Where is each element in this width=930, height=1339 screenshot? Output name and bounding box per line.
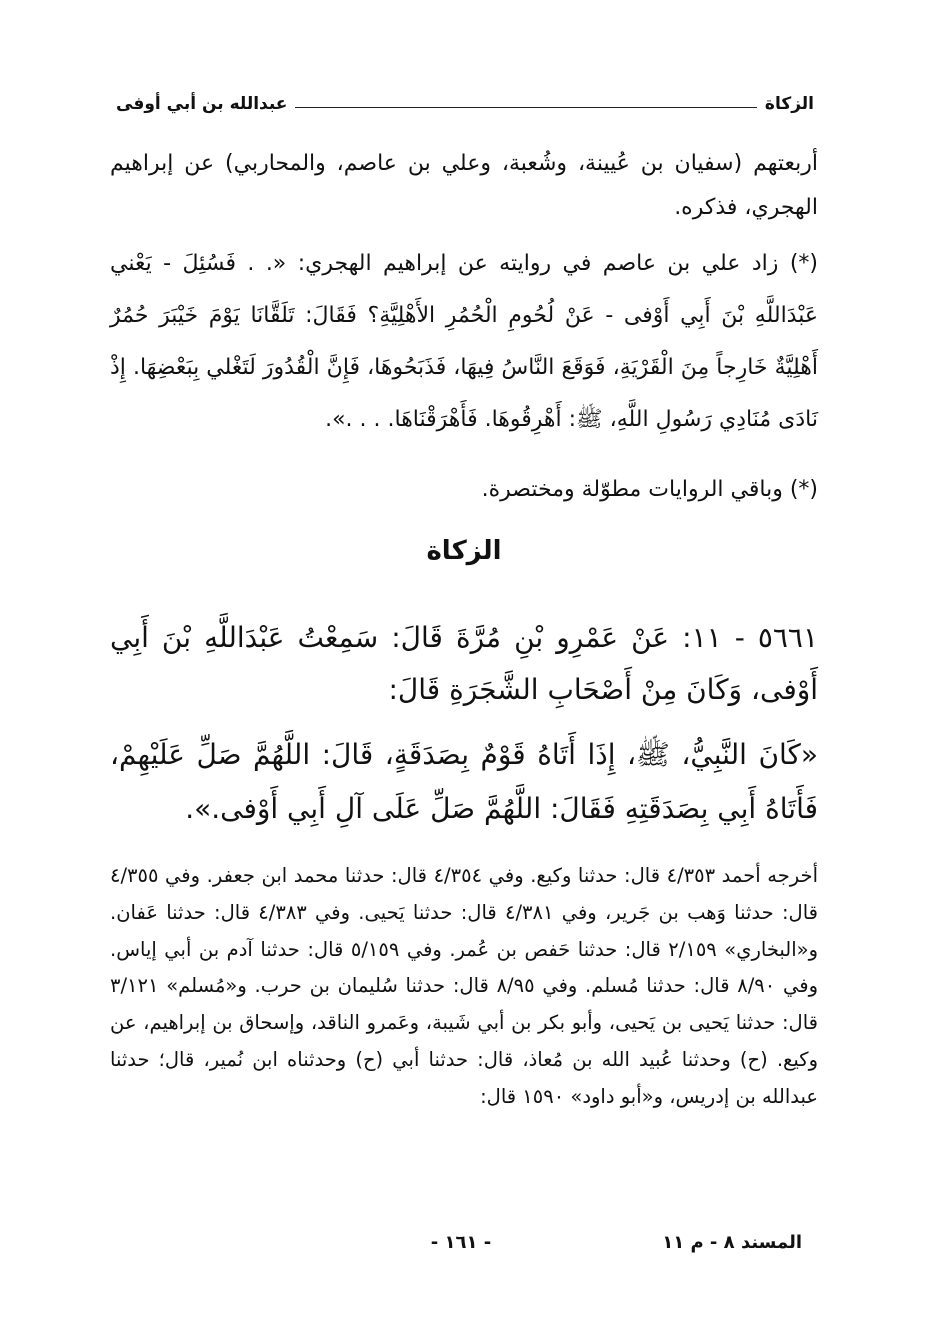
paragraph-other-narrations-note: (*) وباقي الروايات مطوّلة ومختصرة. (481, 477, 818, 502)
header-narrator-title: عبدالله بن أبي أوفى (116, 94, 288, 114)
footer-volume-label: المسند ٨ - م ١١ (662, 1232, 802, 1253)
paragraph-addition-note: (*) زاد علي بن عاصم في روايته عن إبراهيم الهجري: «. . فَسُئِلَ - يَعْني عَبْدَاللَّهِ بْنَ أَبِي أَوْفى - عَنْ لُحُومِ الْحُمُرِ الأَهْلِيَّةِ؟ فَقَالَ: تَلَقَّانَا يَوْمَ خَيْبَرَ حُمُرٌ أَهْلِيَّةٌ خَارِجاً مِنَ الْقَرْيَةِ، فَوَقَعَ النَّاسُ فِيهَا، فَذَبَحُوهَا، فَإِنَّ الْقُدُورَ لَتَغْلي بِبَعْضِهَا. إِذْ نَادَى مُنَادِي رَسُولِ اللَّهِ، ﷺ: أَهْرِقُوهَا. فَأَهْرَقْنَاهَا. . . .». (110, 251, 818, 432)
running-header (116, 84, 814, 114)
hadith-matn: «كَانَ النَّبِيُّ، ﷺ، إِذَا أَتَاهُ قَوْمٌ بِصَدَقَةٍ، قَالَ: اللَّهُمَّ صَلِّ عَلَيْهِمْ، فَأَتَاهُ أَبِي بِصَدَقَتِهِ فَقَالَ: اللَّهُمَّ صَلِّ عَلَى آلِ أَبِي أَوْفى.». (110, 738, 818, 825)
page-number: - ١٦١ - (430, 1232, 492, 1253)
page-footer (120, 1232, 802, 1262)
header-rule (295, 107, 757, 108)
header-chapter-title: الزكاة (764, 94, 814, 114)
paragraph-narrators: أربعتهم (سفيان بن عُيينة، وشُعبة، وعلي بن عاصم، والمحاربي) عن إبراهيم الهجري، فذكره. (110, 151, 818, 220)
section-title: الزكاة (426, 536, 502, 566)
hadith-isnad: ٥٦٦١ - ١١: عَنْ عَمْرِو بْنِ مُرَّةَ قَالَ: سَمِعْتُ عَبْدَاللَّهِ بْنَ أَبِي أَوْفى، وَكَانَ مِنْ أَصْحَابِ الشَّجَرَةِ قَالَ: (110, 621, 818, 706)
takhrij-paragraph: أخرجه أحمد ٤/٣٥٣ قال: حدثنا وكيع. وفي ٤/٣٥٤ قال: حدثنا محمد ابن جعفر. وفي ٤/٣٥٥ قال: حدثنا وَهب بن جَرير، وفي ٤/٣٨١ قال: حدثنا يَحيى. وفي ٤/٣٨٣ قال: حدثنا عَفان. و«البخاري» ٢/١٥٩ قال: حدثنا حَفص بن عُمر. وفي ٥/١٥٩ قال: حدثنا آدم بن أبي إياس. وفي ٨/٩٠ قال: حدثنا مُسلم. وفي ٨/٩٥ قال: حدثنا سُليمان بن حرب. و«مُسلم» ٣/١٢١ قال: حدثنا يَحيى بن يَحيى، وأبو بكر بن أبي شَيبة، وعَمرو الناقد، وإسحاق بن إبراهيم، عن وكيع. (ح) وحدثنا عُبيد الله بن مُعاذ، قال: حدثنا أبي (ح) وحدثناه ابن نُمير، قال؛ حدثنا عبدالله بن إدريس، و«أبو داود» ١٥٩٠ قال: (110, 864, 818, 1108)
